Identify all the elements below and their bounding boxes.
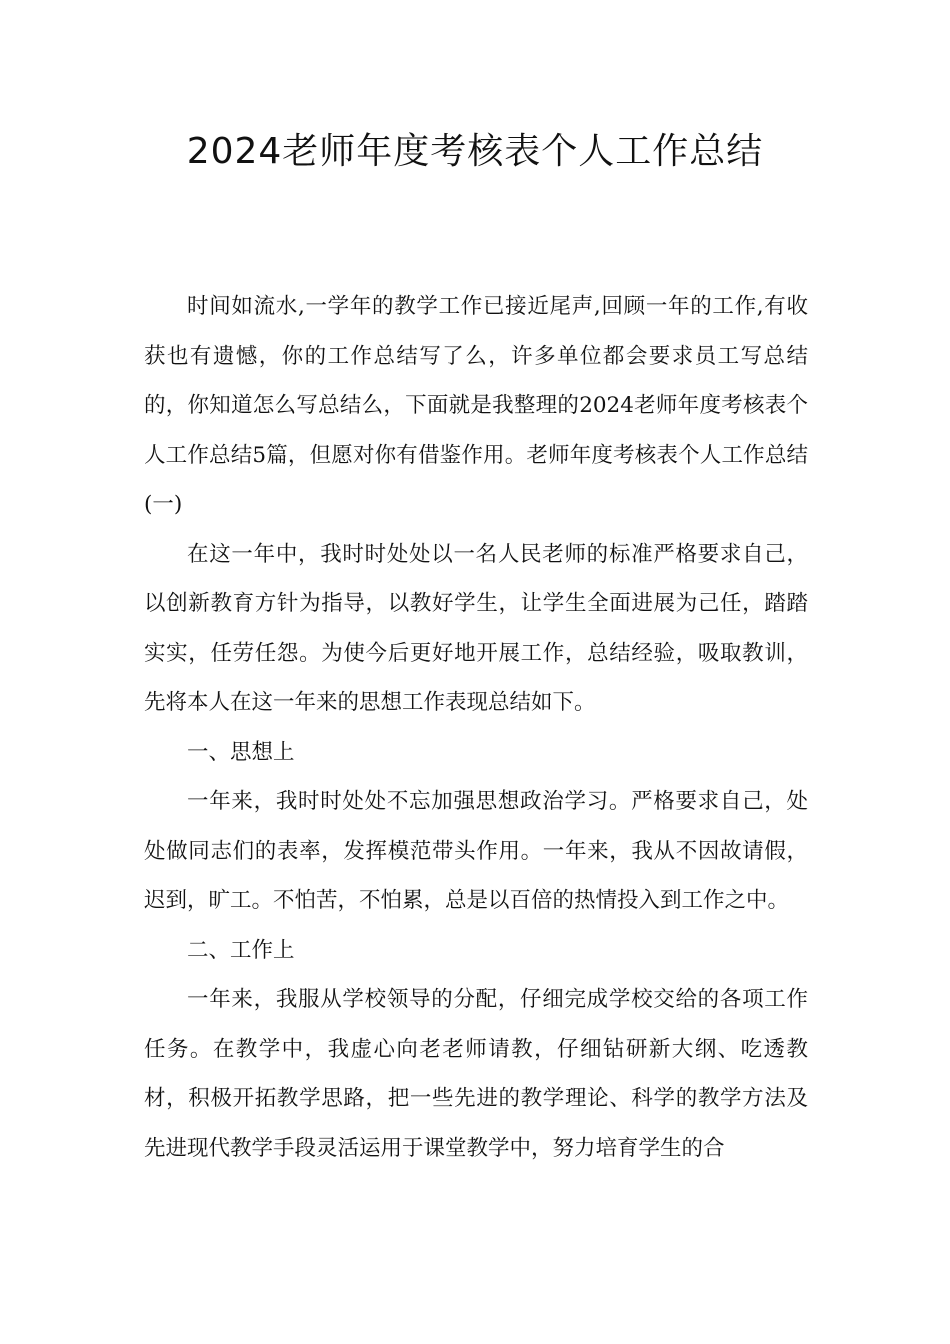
paragraph-intro: 时间如流水,一学年的教学工作已接近尾声,回顾一年的工作,有收获也有遗憾，你的工作总结写了么，许多单位都会要求员工写总结的，你知道怎么写总结么，下面就是我整理的2024老师年度考核表个人工作总结5篇，但愿对你有借鉴作用。老师年度考核表个人工作总结(一)	[144, 294, 808, 517]
section-heading-thought: 一、思想上	[187, 739, 295, 765]
section-heading-work: 二、工作上	[187, 937, 295, 963]
paragraph-thought: 一年来，我时时处处不忘加强思想政治学习。严格要求自己，处处做同志们的表率，发挥模范带头作用。一年来，我从不因故请假，迟到，旷工。不怕苦，不怕累，总是以百倍的热情投入到工作之中。	[144, 789, 808, 913]
document-title: 2024老师年度考核表个人工作总结	[186, 131, 764, 172]
paragraph-overview: 在这一年中，我时时处处以一名人民老师的标准严格要求自己，以创新教育方针为指导，以教好学生，让学生全面进展为己任，踏踏实实，任劳任怨。为使今后更好地开展工作，总结经验，吸取教训，先将本人在这一年来的思想工作表现总结如下。	[144, 541, 808, 715]
paragraph-work: 一年来，我服从学校领导的分配，仔细完成学校交给的各项工作任务。在教学中，我虚心向老老师请教，仔细钻研新大纲、吃透教材，积极开拓教学思路，把一些先进的教学理论、科学的教学方法及先进现代教学手段灵活运用于课堂教学中，努力培育学生的合	[144, 987, 808, 1161]
document-body	[144, 282, 808, 1173]
